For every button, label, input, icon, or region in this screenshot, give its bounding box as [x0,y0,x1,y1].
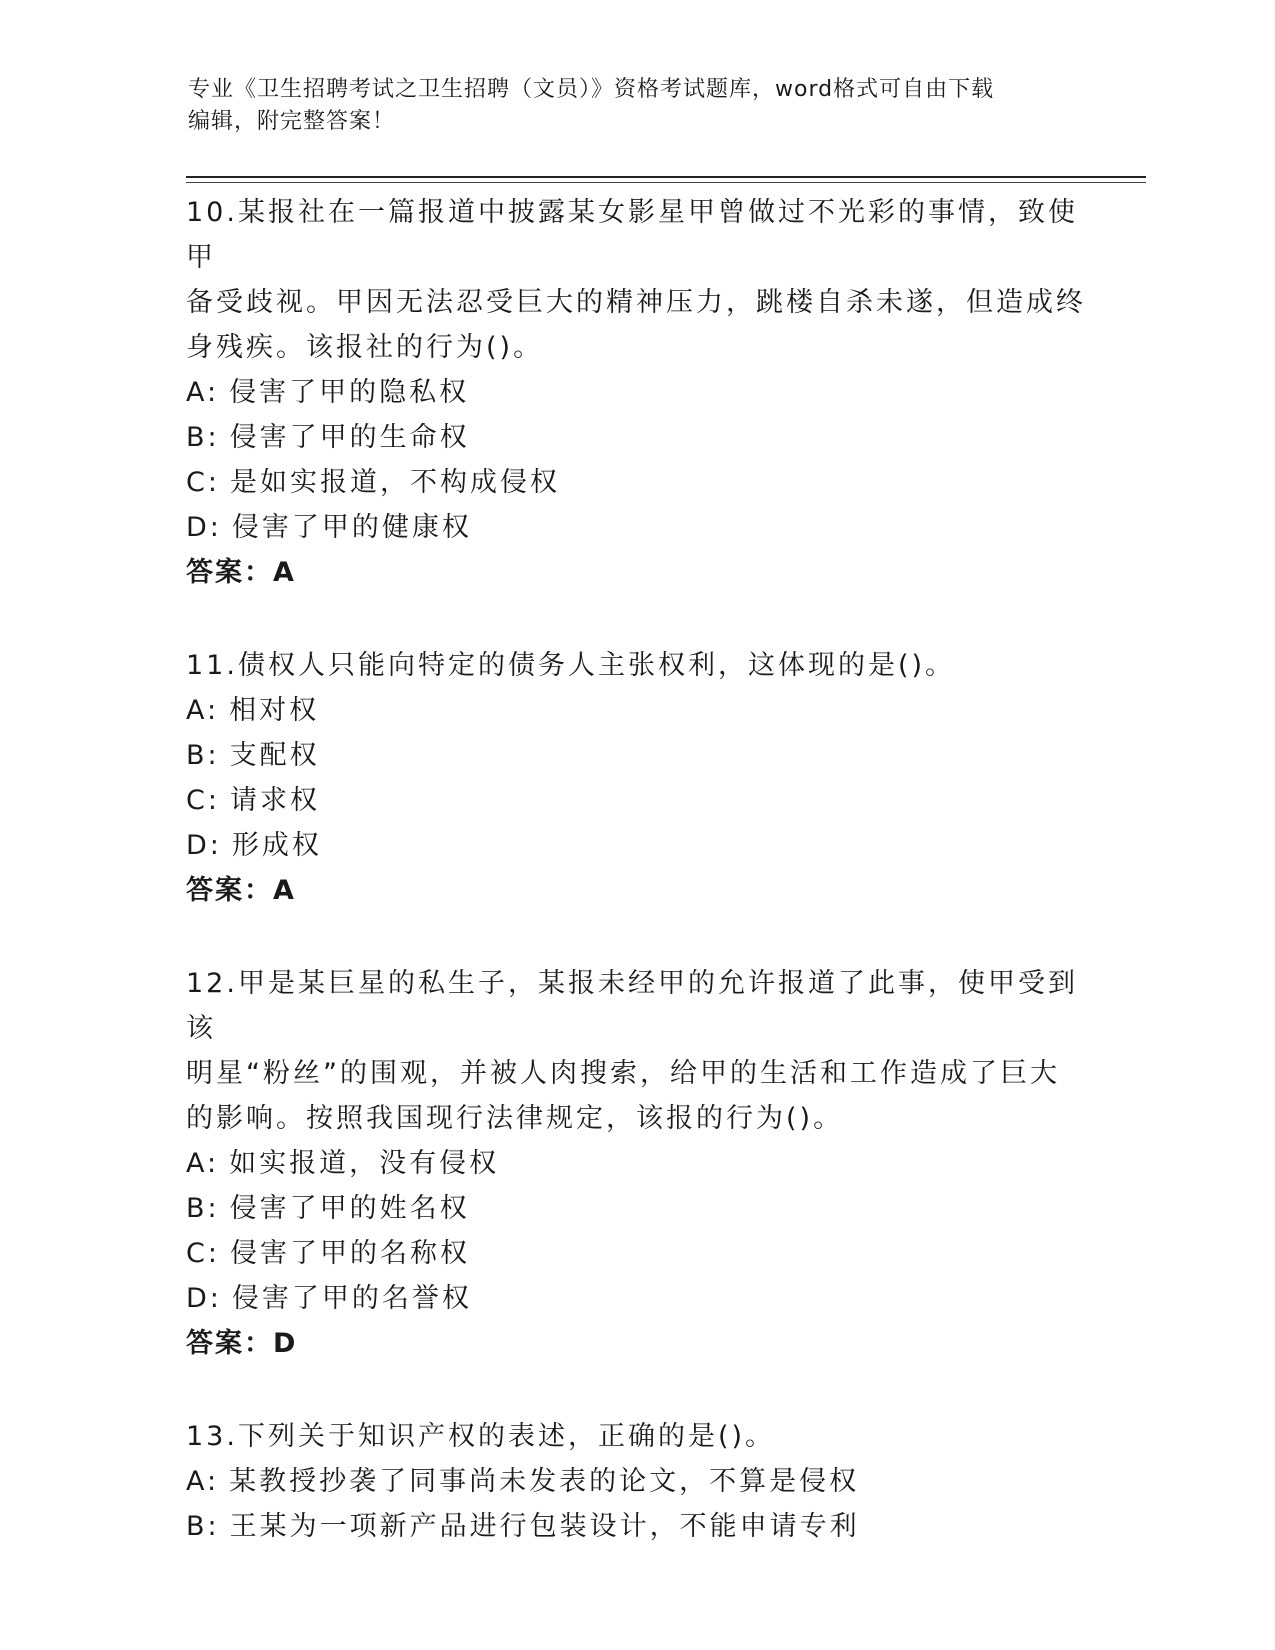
stem-line: 备受歧视。甲因无法忍受巨大的精神压力，跳楼自杀未遂，但造成终 [186,287,1086,318]
question-stem [186,190,1086,370]
stem-line: 10.某报社在一篇报道中披露某女影星甲曾做过不光彩的事情，致使甲 [186,197,1078,273]
option-letter: C [186,467,208,498]
option-text: 侵害了甲的名誉权 [231,1283,472,1314]
option-text: 形成权 [231,830,322,861]
option-c [186,460,1086,505]
question-stem [186,1414,1086,1459]
header-line: 专业《卫生招聘考试之卫生招聘（文员）》资格考试题库，word格式可自由下载 [188,77,995,102]
option-letter: D [186,1283,210,1314]
option-separator: : [207,740,220,771]
answer-line [186,868,1086,913]
stem-line: 的影响。按照我国现行法律规定，该报的行为()。 [186,1103,844,1134]
option-separator: : [207,422,220,453]
option-letter: A [186,377,207,408]
answer-line [186,1321,1086,1366]
option-separator: : [207,377,220,408]
header-line: 编辑，附完整答案！ [188,109,396,134]
option-text: 请求权 [229,785,320,816]
question-11 [186,643,1086,913]
option-b [186,1504,1086,1549]
header-divider [186,176,1146,178]
option-text: 支配权 [229,740,320,771]
option-separator: : [207,785,220,816]
option-letter: C [186,1238,208,1269]
option-separator: : [207,1193,220,1224]
option-text: 是如实报道，不构成侵权 [229,467,560,498]
option-letter: B [186,740,208,771]
answer-label: 答案： [186,557,273,588]
question-13 [186,1414,1086,1549]
option-separator: : [207,695,220,726]
question-stem [186,643,1086,688]
option-separator: : [207,467,220,498]
option-text: 如实报道，没有侵权 [229,1148,500,1179]
option-text: 相对权 [229,695,320,726]
option-b [186,1186,1086,1231]
option-letter: A [186,1148,207,1179]
option-d [186,823,1086,868]
option-text: 侵害了甲的生命权 [229,422,470,453]
answer-label: 答案： [186,875,273,906]
answer-label: 答案： [186,1328,273,1359]
option-letter: D [186,512,210,543]
option-letter: D [186,830,210,861]
option-a [186,370,1086,415]
option-d [186,505,1086,550]
option-a [186,688,1086,733]
document-header [188,74,1088,138]
option-text: 侵害了甲的隐私权 [229,377,470,408]
option-text: 侵害了甲的健康权 [231,512,472,543]
option-separator: : [207,1238,220,1269]
question-12 [186,961,1086,1366]
option-text: 某教授抄袭了同事尚未发表的论文，不算是侵权 [229,1466,860,1497]
option-separator: : [209,1283,222,1314]
option-d [186,1276,1086,1321]
stem-line: 明星“粉丝”的围观，并被人肉搜索，给甲的生活和工作造成了巨大 [186,1058,1060,1089]
option-letter: B [186,1193,208,1224]
question-list [186,190,1086,1597]
stem-line: 13.下列关于知识产权的表述，正确的是()。 [186,1421,776,1452]
option-separator: : [207,1148,220,1179]
option-letter: C [186,785,208,816]
option-letter: B [186,422,208,453]
stem-line: 12.甲是某巨星的私生子，某报未经甲的允许报道了此事，使甲受到该 [186,968,1078,1044]
option-b [186,415,1086,460]
option-a [186,1141,1086,1186]
stem-line: 11.债权人只能向特定的债务人主张权利，这体现的是()。 [186,650,956,681]
question-10 [186,190,1086,595]
question-stem [186,961,1086,1141]
option-separator: : [209,512,222,543]
answer-value: A [273,557,296,588]
option-letter: B [186,1511,208,1542]
option-separator: : [207,1511,220,1542]
answer-line [186,550,1086,595]
option-text: 王某为一项新产品进行包装设计，不能申请专利 [229,1511,860,1542]
option-letter: A [186,695,207,726]
answer-value: A [273,875,296,906]
option-separator: : [209,830,222,861]
stem-line: 身残疾。该报社的行为()。 [186,332,544,363]
option-text: 侵害了甲的名称权 [229,1238,470,1269]
option-b [186,733,1086,778]
option-c [186,778,1086,823]
option-a [186,1459,1086,1504]
option-separator: : [207,1466,220,1497]
option-c [186,1231,1086,1276]
option-text: 侵害了甲的姓名权 [229,1193,470,1224]
option-letter: A [186,1466,207,1497]
header-divider-thin [186,182,1146,183]
answer-value: D [273,1328,298,1359]
